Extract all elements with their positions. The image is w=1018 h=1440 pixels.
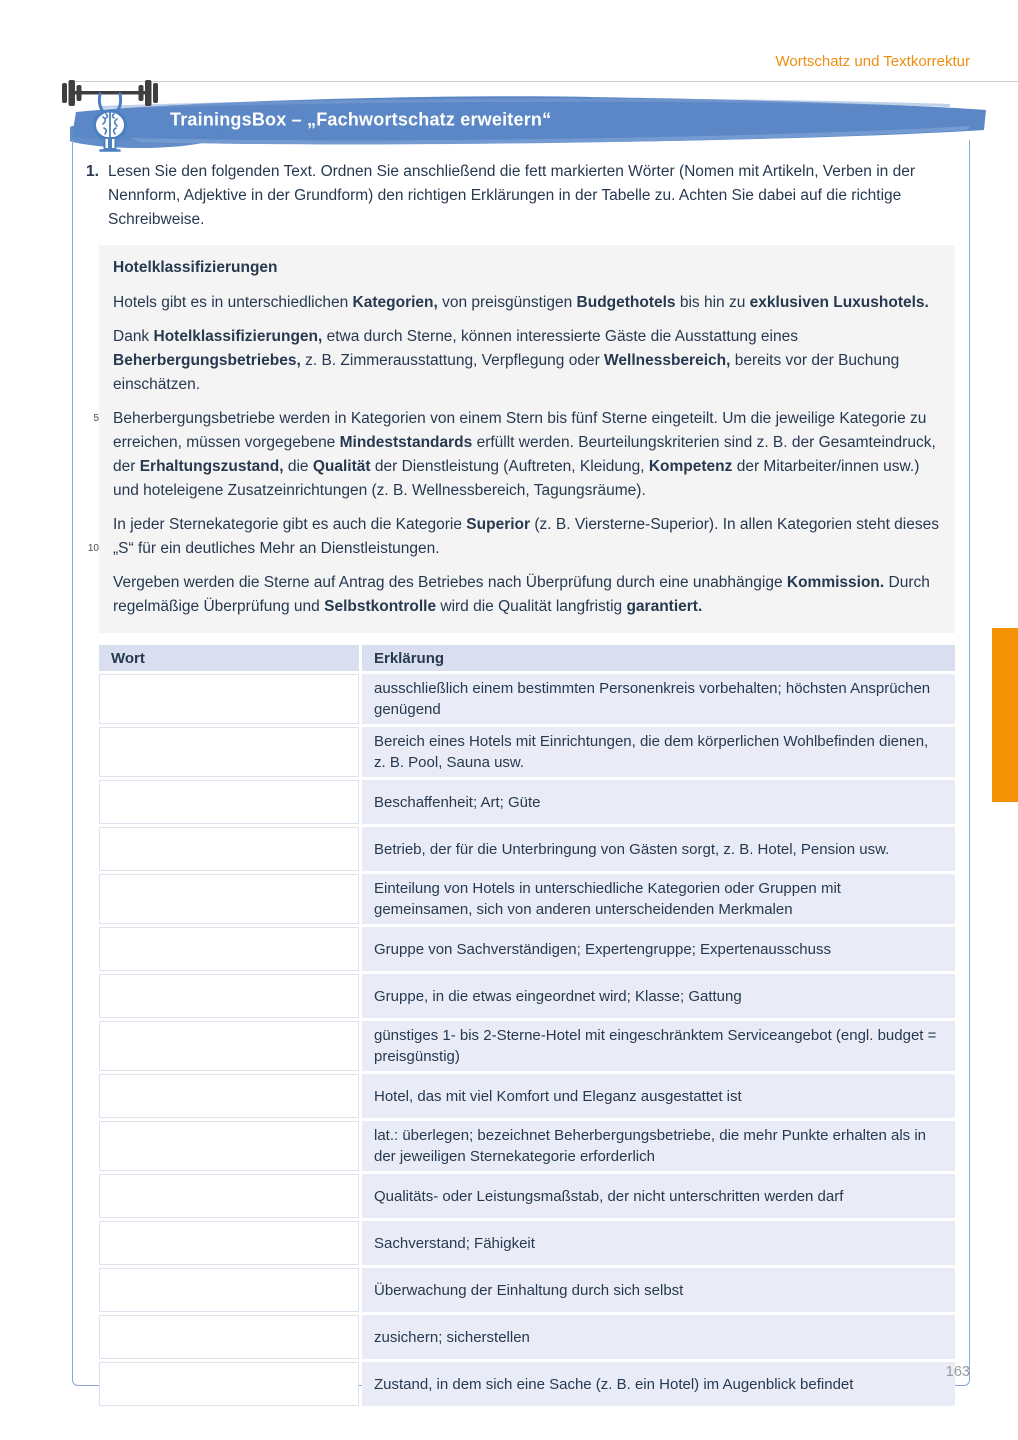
reading-paragraph [87,513,941,561]
bold-term: Budgethotels [576,294,676,311]
explanation-cell: Gruppe, in die etwas eingeordnet wird; Klasse; Gattung [362,974,955,1018]
bold-term: Mindeststandards [339,434,473,451]
explanation-cell: Überwachung der Einhaltung durch sich selbst [362,1268,955,1312]
reading-paragraph [113,325,941,397]
bold-term: exklusiven Luxushotels. [749,294,929,311]
task-number: 1. [86,163,99,180]
answer-cell-wort[interactable] [99,674,359,724]
bold-term: Selbstkontrolle [324,598,437,615]
explanation-cell: Zustand, in dem sich eine Sache (z. B. ein Hotel) im Augenblick befindet [362,1362,955,1406]
bold-term: Wellnessbereich, [604,352,731,369]
margin-line-number: 10 [87,543,99,554]
text-segment: erfüllt werden. Beurteilungskriterien sind z. B. der Gesamteindruck, der [113,434,936,475]
reading-paragraphs [87,291,941,619]
explanation-cell: Einteilung von Hotels in unterschiedliche Kategorien oder Gruppen mit gemeinsamen, sich von anderen unterscheidenden Merkmalen [362,874,955,924]
answer-cell-wort[interactable] [99,974,359,1018]
explanation-cell: Hotel, das mit viel Komfort und Eleganz ausgestattet ist [362,1074,955,1118]
reading-text-box [87,245,955,633]
text-segment: (z. B. Viersterne-Superior). In allen Kategorien steht dieses „S“ für ein deutliches Mehr an Dienstleistungen. [113,516,939,557]
answer-cell-wort[interactable] [99,1121,359,1171]
page-number: 163 [945,1364,970,1380]
answer-cell-wort[interactable] [99,1074,359,1118]
answer-cell-wort[interactable] [99,1315,359,1359]
explanation-cell: Sachverstand; Fähigkeit [362,1221,955,1265]
margin-line-number: 5 [93,413,99,424]
content-frame [72,140,970,1393]
explanation-cell: günstiges 1- bis 2-Sterne-Hotel mit eingeschränktem Serviceangebot (engl. budget = preisgünstig) [362,1021,955,1071]
bold-term: garantiert. [626,598,703,615]
explanation-cell: ausschließlich einem bestimmten Personenkreis vorbehalten; höchsten Ansprüchen genügend [362,674,955,724]
text-segment: der Mitarbeiter/innen usw.) und hoteleigene Zusatzeinrichtungen (z. B. Wellnessbereich, Tagungsräume). [113,458,920,499]
answer-cell-wort[interactable] [99,927,359,971]
vocab-table [99,645,955,1406]
text-segment: bis hin zu [675,294,750,311]
text-segment: etwa durch Sterne, können interessierte Gäste die Ausstattung eines [322,328,798,345]
answer-cell-wort[interactable] [99,1221,359,1265]
task-block [86,160,957,232]
text-segment: wird die Qualität langfristig [436,598,627,615]
reading-paragraph [93,407,941,503]
explanation-cell: Gruppe von Sachverständigen; Expertengruppe; Expertenausschuss [362,927,955,971]
bold-term: Hotelklassifizierungen, [153,328,323,345]
text-segment: Durch regelmäßige Überprüfung und [113,574,930,615]
text-segment: von preisgünstigen [437,294,577,311]
bold-term: Qualität [312,458,371,475]
text-segment: Vergeben werden die Sterne auf Antrag des Betriebes nach Überprüfung durch eine unabhängige [113,574,787,591]
task-instruction: Lesen Sie den folgenden Text. Ordnen Sie anschließend die fett markierten Wörter (Nomen mit Artikeln, Verben in der Nennform, Adjektive in der Grundform) den richtigen Erklärungen in der Tabelle zu. Achten Sie dabei auf die richtige Schreibweise. [108,163,916,228]
answer-cell-wort[interactable] [99,827,359,871]
reading-paragraph [113,291,941,315]
bold-term: Kompetenz [648,458,733,475]
text-segment: Hotels gibt es in unterschiedlichen [113,294,353,311]
header-divider [70,81,1018,82]
explanation-cell: Bereich eines Hotels mit Einrichtungen, die dem körperlichen Wohlbefinden dienen, z. B. Pool, Sauna usw. [362,727,955,777]
text-segment: In jeder Sternekategorie gibt es auch die Kategorie [113,516,467,533]
answer-cell-wort[interactable] [99,1268,359,1312]
table-header-wort: Wort [99,645,359,671]
reading-title: Hotelklassifizierungen [113,259,278,276]
trainingsbox-title: TrainingsBox – „Fachwortschatz erweitern“ [170,109,552,130]
answer-cell-wort[interactable] [99,874,359,924]
bold-term: Superior [466,516,531,533]
explanation-cell: Betrieb, der für die Unterbringung von Gästen sorgt, z. B. Hotel, Pension usw. [362,827,955,871]
reading-paragraph [113,571,941,619]
bold-term: Kommission. [786,574,885,591]
explanation-cell: lat.: überlegen; bezeichnet Beherbergungsbetriebe, die mehr Punkte erhalten als in der jeweiligen Sternekategorie erforderlich [362,1121,955,1171]
chapter-side-tab [992,628,1018,802]
bold-term: Beherbergungsbetriebes, [113,352,301,369]
answer-cell-wort[interactable] [99,1021,359,1071]
chapter-header-label: Wortschatz und Textkorrektur [775,53,970,70]
text-segment: die [283,458,313,475]
explanation-cell: Beschaffenheit; Art; Güte [362,780,955,824]
text-segment: Beherbergungsbetriebe werden in Kategorien von einem Stern bis fünf Sterne eingeteilt. Um die jeweilige Kategorie zu erreichen, müssen vorgegebene [113,410,927,451]
bold-term: Erhaltungszustand, [139,458,284,475]
answer-cell-wort[interactable] [99,1362,359,1406]
answer-cell-wort[interactable] [99,1174,359,1218]
text-segment: z. B. Zimmerausstattung, Verpflegung oder [300,352,605,369]
table-header-erklaerung: Erklärung [362,645,955,671]
text-segment: Dank [113,328,154,345]
answer-cell-wort[interactable] [99,780,359,824]
answer-cell-wort[interactable] [99,727,359,777]
explanation-cell: Qualitäts- oder Leistungsmaßstab, der nicht unterschritten werden darf [362,1174,955,1218]
explanation-cell: zusichern; sicherstellen [362,1315,955,1359]
text-segment: der Dienstleistung (Auftreten, Kleidung, [370,458,649,475]
text-segment: bereits vor der Buchung einschätzen. [113,352,900,393]
bold-term: Kategorien, [352,294,438,311]
